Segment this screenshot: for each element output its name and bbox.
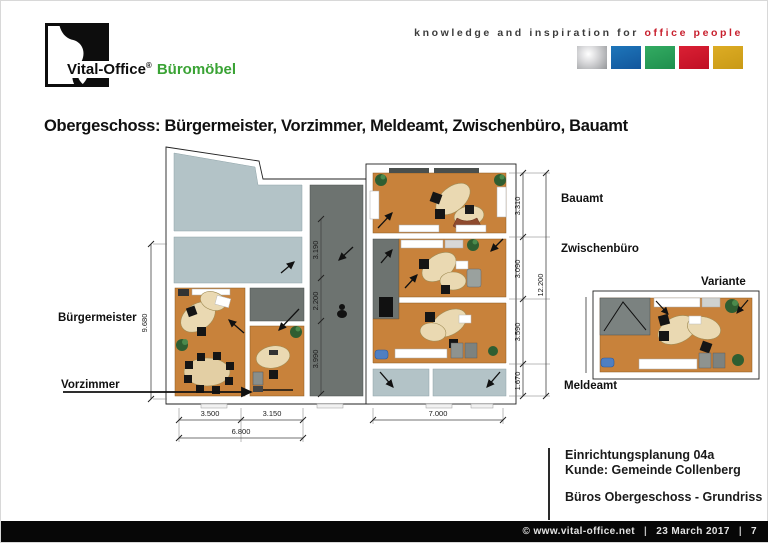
dim-mid-top: 3.190 [311, 240, 320, 260]
dim-right-1: 3.310 [513, 196, 522, 216]
footer-page-number: 7 [751, 526, 757, 537]
footer-copyright: © www.vital-office.net [522, 526, 636, 537]
dim-mid-bottom: 3.990 [311, 349, 320, 369]
dim-mid-center: 2.200 [311, 291, 320, 311]
square-blue [611, 46, 641, 69]
label-variante: Variante [701, 276, 746, 288]
info-gap [565, 478, 768, 490]
balcony-right [433, 369, 506, 396]
label-zwischenbuero: Zwischenbüro [561, 243, 639, 255]
tagline [414, 27, 743, 39]
footer-separator: | [738, 526, 743, 537]
dim-right-total: 12.200 [536, 273, 545, 297]
logo-brand: Vital-Office [67, 61, 146, 78]
window-marks [201, 404, 493, 408]
dim-bottom-2: 3.150 [262, 409, 282, 418]
brand-color-squares [573, 46, 743, 69]
logo-wordmark [65, 61, 239, 78]
label-meldeamt: Meldeamt [564, 380, 618, 392]
info-block [548, 448, 768, 520]
dim-right-4: 1.670 [513, 371, 522, 391]
footer-bar [1, 521, 768, 542]
footer-date: 23 March 2017 [656, 526, 730, 537]
dim-bottom-1: 3.500 [200, 409, 220, 418]
floor-plan [1, 131, 768, 451]
label-vorzimmer: Vorzimmer [61, 379, 120, 391]
square-red [679, 46, 709, 69]
dim-right-2: 3.090 [513, 259, 522, 279]
info-line-grundriss: Büros Obergeschoss - Grundriss [565, 490, 763, 504]
variant-plan [586, 291, 759, 379]
info-line-planung: Einrichtungsplanung 04a [565, 448, 715, 462]
dim-bottom-right: 7.000 [428, 409, 448, 418]
square-gold [713, 46, 743, 69]
info-line-kunde: Kunde: Gemeinde Collenberg [565, 463, 741, 477]
page-title: Obergeschoss: Bürgermeister, Vorzimmer, Meldeamt, Zwischenbüro, Bauamt [44, 117, 628, 135]
dark-room [250, 288, 304, 321]
logo-product: Büromöbel [156, 61, 236, 78]
label-buergermeister: Bürgermeister [58, 312, 137, 324]
window-strips [389, 168, 479, 173]
tagline-red: office people [644, 27, 743, 39]
dim-right-3: 3.590 [513, 322, 522, 342]
square-green [645, 46, 675, 69]
roof-area-upper [174, 153, 302, 231]
square-silver [577, 46, 607, 69]
dim-bottom-sum: 6.800 [231, 427, 251, 436]
footer-separator: | [644, 526, 648, 537]
tagline-gray: knowledge and inspiration for [414, 27, 639, 39]
logo-registered: ® [145, 61, 152, 70]
roof-area-lower [174, 237, 302, 283]
label-bauamt: Bauamt [561, 193, 604, 205]
dim-left-height: 9.680 [140, 313, 149, 333]
